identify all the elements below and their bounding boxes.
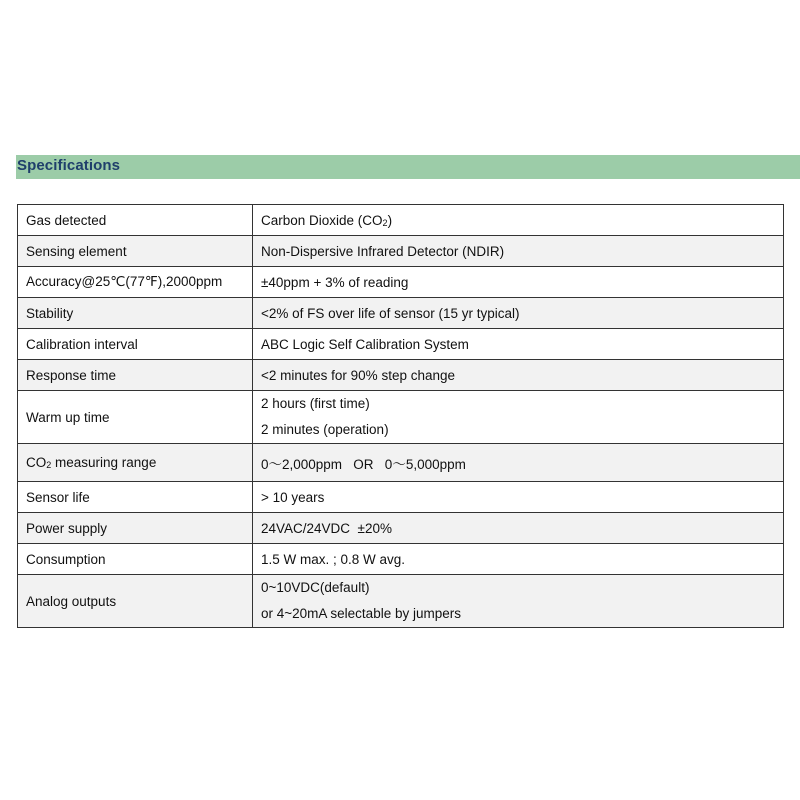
spec-label: $CO_2$ measuring range <box>18 444 253 482</box>
spec-value: ABC Logic Self Calibration System <box>253 329 784 360</box>
spec-label: Gas detected <box>18 205 253 236</box>
spec-label: Sensing element <box>18 236 253 267</box>
spec-value-line: or 4~20mA selectable by jumpers <box>261 606 461 621</box>
spec-value: ±40ppm + 3% of reading <box>253 267 784 298</box>
specifications-table <box>17 204 784 628</box>
table-row <box>18 575 784 628</box>
spec-value: Non-Dispersive Infrared Detector (NDIR) <box>253 236 784 267</box>
spec-label: Analog outputs <box>18 575 253 628</box>
spec-value: Carbon Dioxide $(CO_2)$ <box>253 205 784 236</box>
table-row <box>18 205 784 236</box>
spec-label: Response time <box>18 360 253 391</box>
section-header-band <box>16 155 800 179</box>
spec-label: Accuracy@25℃(77℉),2000ppm <box>18 267 253 298</box>
table-row <box>18 360 784 391</box>
spec-value-line: 0~10VDC(default) <box>261 580 370 595</box>
spec-value: 0～2,000ppm OR 0～5,000ppm <box>253 444 784 482</box>
section-title: Specifications <box>17 157 121 174</box>
table-row <box>18 513 784 544</box>
spec-value: 1.5 W max. ; 0.8 W avg. <box>253 544 784 575</box>
spec-label: Sensor life <box>18 482 253 513</box>
spec-label: Stability <box>18 298 253 329</box>
table-row <box>18 444 784 482</box>
table-row <box>18 267 784 298</box>
table-row <box>18 298 784 329</box>
spec-label: Consumption <box>18 544 253 575</box>
spec-value: <2% of FS over life of sensor (15 yr typical) <box>253 298 784 329</box>
spec-label: Calibration interval <box>18 329 253 360</box>
spec-label: Power supply <box>18 513 253 544</box>
spec-value <box>253 575 784 628</box>
spec-label: Warm up time <box>18 391 253 444</box>
spec-value: <2 minutes for 90% step change <box>253 360 784 391</box>
spec-value <box>253 391 784 444</box>
table-row <box>18 544 784 575</box>
spec-value: 24VAC/24VDC ±20% <box>253 513 784 544</box>
spec-value-line: 2 hours (first time) <box>261 396 370 411</box>
spec-value-line: 2 minutes (operation) <box>261 422 389 437</box>
spec-value: > 10 years <box>253 482 784 513</box>
table-row <box>18 329 784 360</box>
table-row <box>18 391 784 444</box>
table-row <box>18 236 784 267</box>
table-row <box>18 482 784 513</box>
